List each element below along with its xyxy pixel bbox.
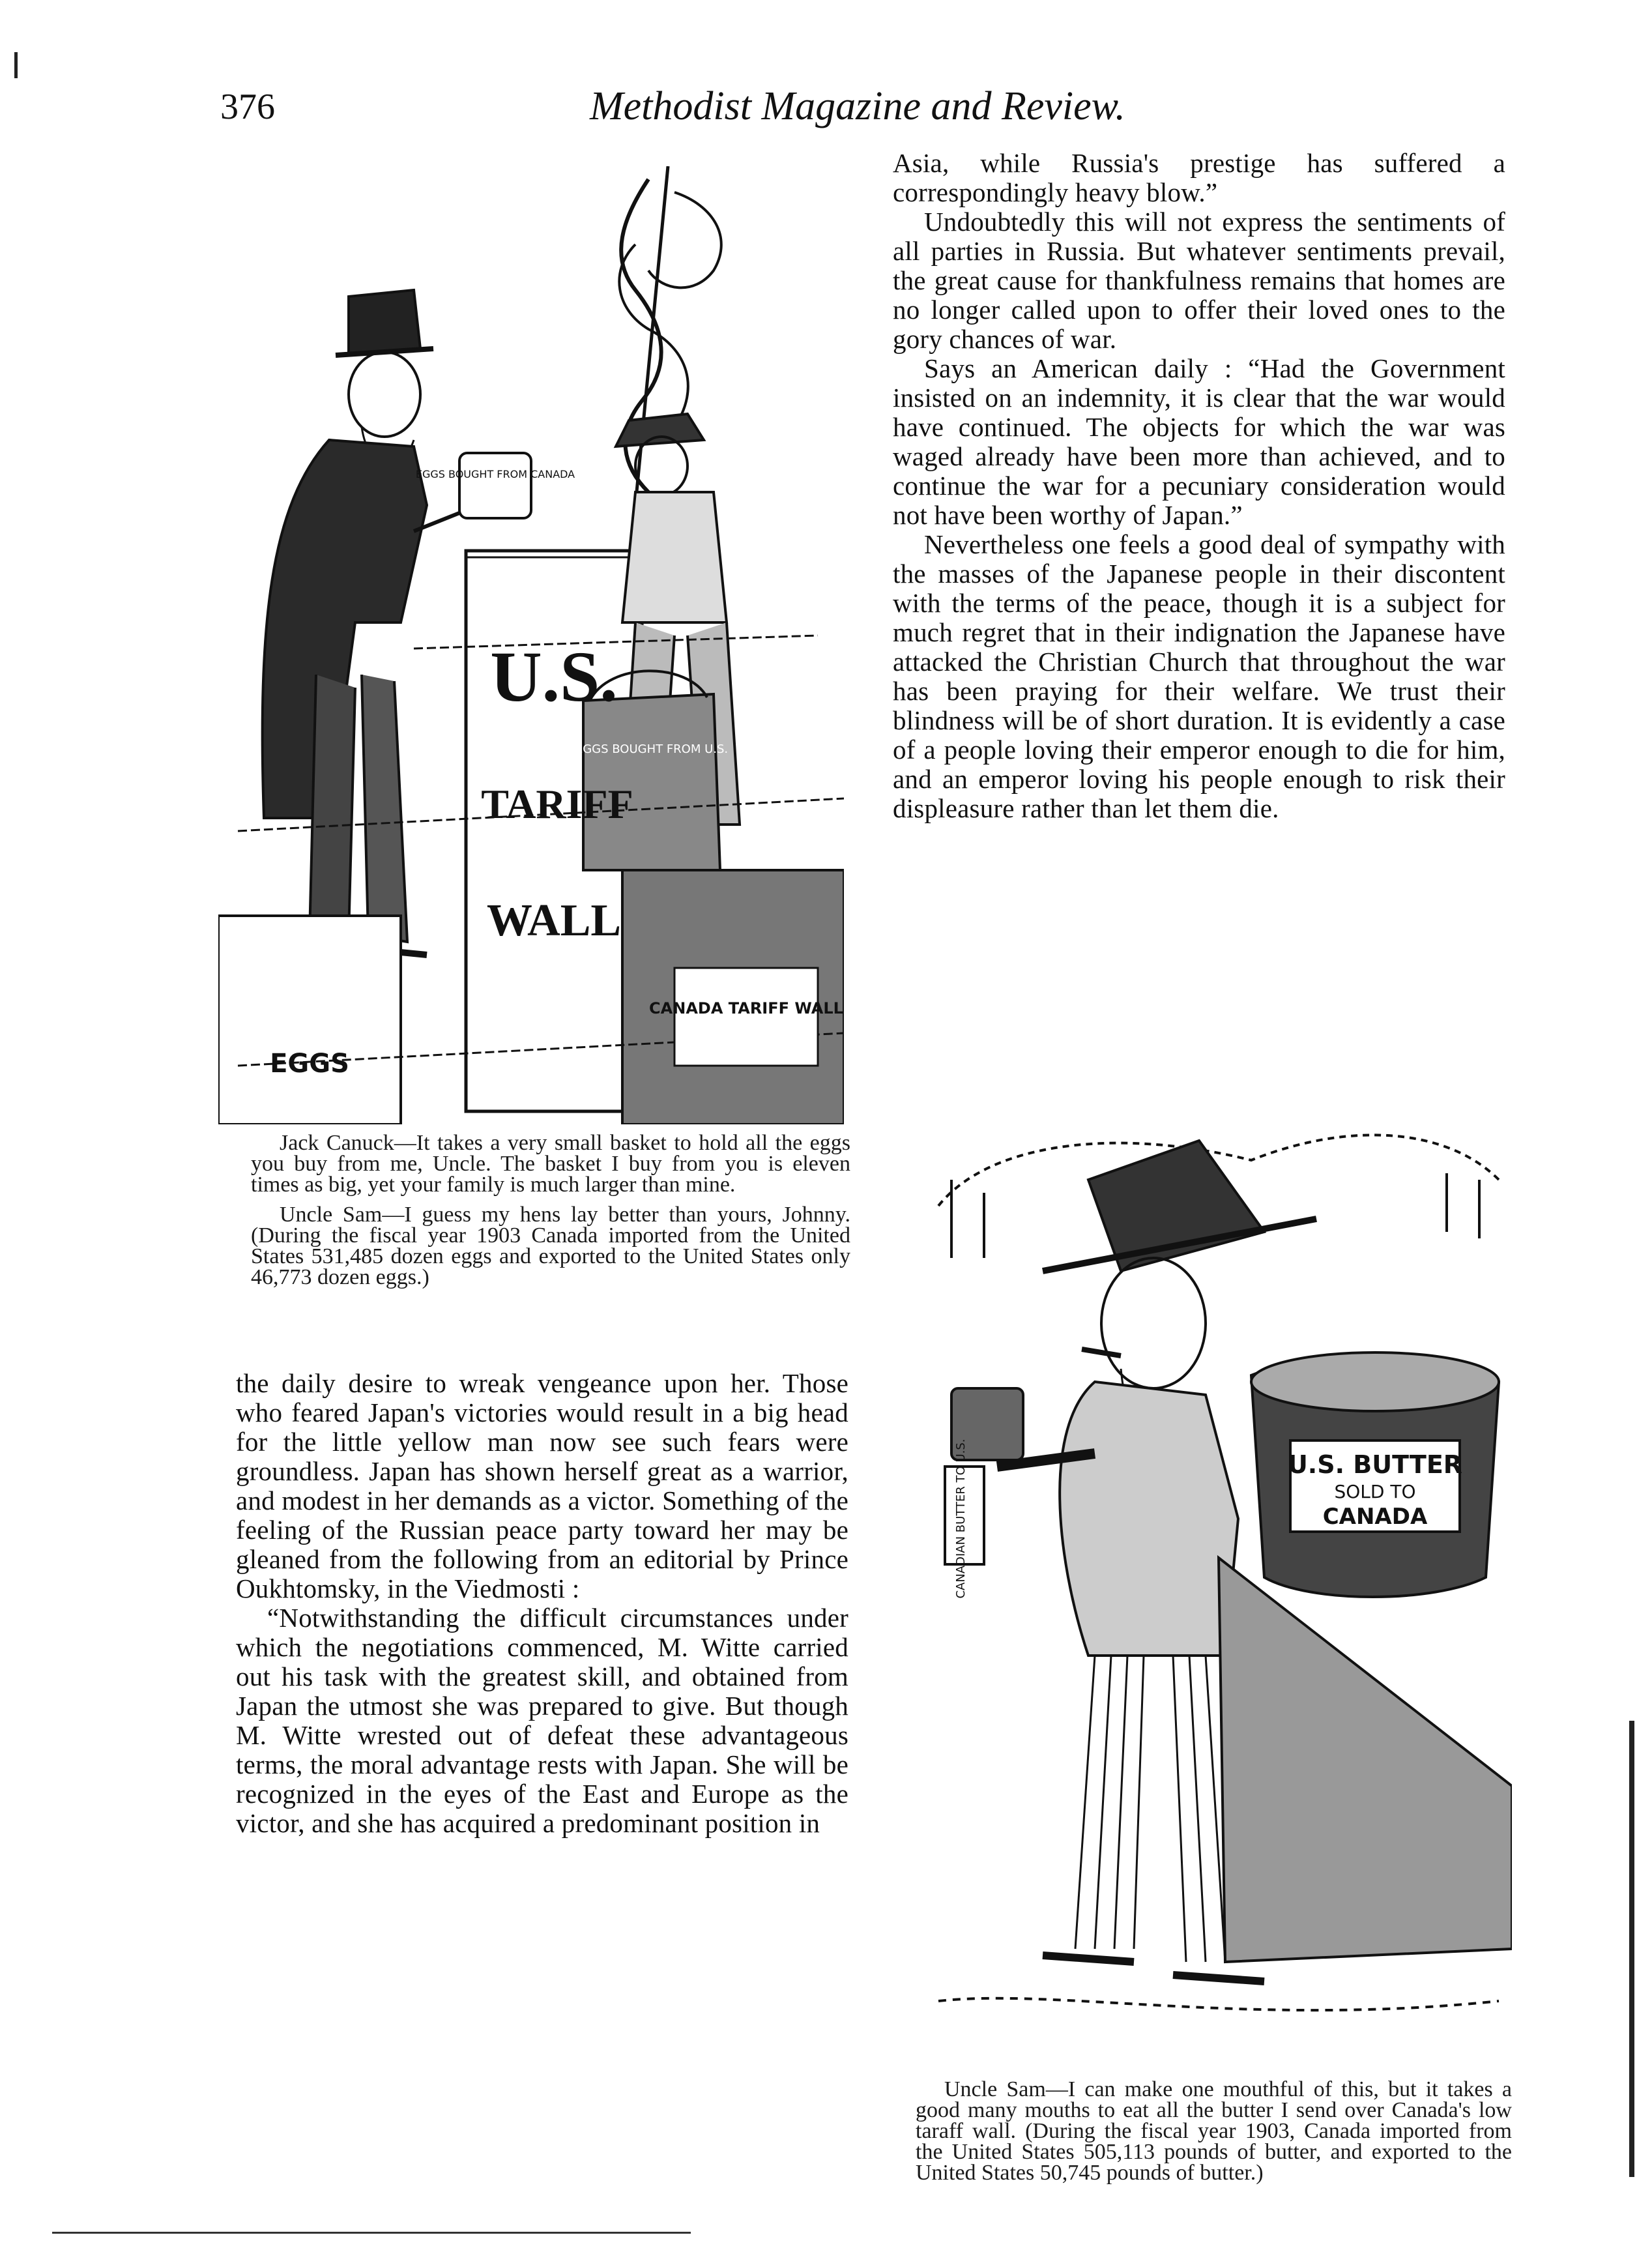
right-paragraph-1: Asia, while Russia's prestige has suffered a correspondingly heavy blow.” xyxy=(893,148,1505,207)
caption-uncle-sam-butter: Uncle Sam—I can make one mouthful of this, but it takes a good many mouths to eat all the butter I send over Canada's low taraff wall. (During the fiscal year 1903, Canada imported from the United States 505,113 pounds of butter, and exported to the United States 50,745 pounds of butter.) xyxy=(916,2077,1512,2185)
right-paragraph-2: Undoubtedly this will not express the sentiments of all parties in Russia. But whatever sentiments prevail, the great cause for thankfulness remains that homes are no longer called upon to offer their loved ones to the gory chances of war. xyxy=(893,207,1505,354)
right-margin-bar xyxy=(1629,1721,1634,2177)
left-margin-tick xyxy=(14,52,18,78)
left-paragraph-1: the daily desire to wreak vengeance upon her. Those who feared Japan's victories would result in a big head for the little yellow man now see such fears were groundless. Japan has shown herself great as a warrior, and modest in her demands as a victor. Something of the feeling of the Russian peace party toward her may be gleaned from the following from an editorial by Prince Oukhtomsky, in the Viedmosti : xyxy=(236,1368,848,1603)
eggs-cartoon-caption xyxy=(251,1133,850,1297)
us-wall-label-1: U.S. xyxy=(490,637,618,716)
canada-wall-label: CANADA TARIFF WALL xyxy=(649,999,843,1017)
page-number: 376 xyxy=(220,87,275,127)
right-paragraph-3: Says an American daily : “Had the Government insisted on an indemnity, it is clear that the war would have continued. The objects for which the war was waged already have been more than achieved, and to continue the war for a pecuniary consideration would not have been worthy of Japan.” xyxy=(893,353,1505,530)
big-basket-label: EGGS BOUGHT FROM U.S. xyxy=(575,742,729,756)
left-column-text xyxy=(236,1369,848,1838)
left-paragraph-2: “Notwithstanding the difficult circumstances under which the negotiations commenced, M. Witte carried out his task with the greatest skill, and obtained from Japan the utmost she was prepared to give. But though M. Witte wrested out of defeat these advantageous terms, the moral advantage rests with Japan. She will be recognized in the eyes of the East and Europe as the victor, and she has acquired a predominant position in xyxy=(236,1603,848,1838)
big-tub-label-1: U.S. BUTTER xyxy=(1287,1450,1463,1479)
right-column-text xyxy=(893,149,1505,823)
butter-tariff-cartoon-drawing xyxy=(925,1102,1512,2066)
us-wall-label-2: TARIFF xyxy=(481,781,633,827)
bottom-rule xyxy=(52,2232,691,2234)
caption-jack-canuck: Jack Canuck—It takes a very small basket to hold all the eggs you buy from me, Uncle. The basket I buy from you is eleven times as big, yet your family is much larger than mine. xyxy=(251,1131,850,1197)
right-paragraph-4: Nevertheless one feels a good deal of sympathy with the masses of the Japanese people in their discontent with the terms of the peace, though it is a subject for much regret that in their indignation the Japanese have attacked the Christian Church that throughout the war has been praying for their welfare. We trust their blindness will be of short duration. It is evidently a case of a people loving their emperor enough to die for him, and an emperor loving his people enough to risk their displeasure rather than let them die. xyxy=(893,529,1505,823)
butter-tariff-cartoon xyxy=(925,1102,1512,2066)
running-title: Methodist Magazine and Review. xyxy=(590,84,1125,128)
big-tub-label-2: SOLD TO xyxy=(1334,1481,1416,1502)
eggs-tariff-cartoon xyxy=(218,166,844,1124)
small-basket-label: EGGS BOUGHT FROM CANADA xyxy=(415,468,575,480)
us-wall-label-3: WALL xyxy=(486,896,622,946)
small-tub-label: CANADIAN BUTTER TO U.S. xyxy=(954,1439,968,1599)
eggs-box-label: EGGS xyxy=(270,1049,349,1079)
caption-uncle-sam-eggs: Uncle Sam—I guess my hens lay better than yours, Johnny. (During the fiscal year 1903 Canada imported from the United States 531,485 dozen eggs and exported to the United States only 46,773 dozen eggs.) xyxy=(251,1203,850,1289)
butter-cartoon-caption xyxy=(916,2079,1512,2193)
eggs-tariff-cartoon-drawing xyxy=(218,166,844,1124)
big-tub-label-3: CANADA xyxy=(1322,1504,1428,1530)
